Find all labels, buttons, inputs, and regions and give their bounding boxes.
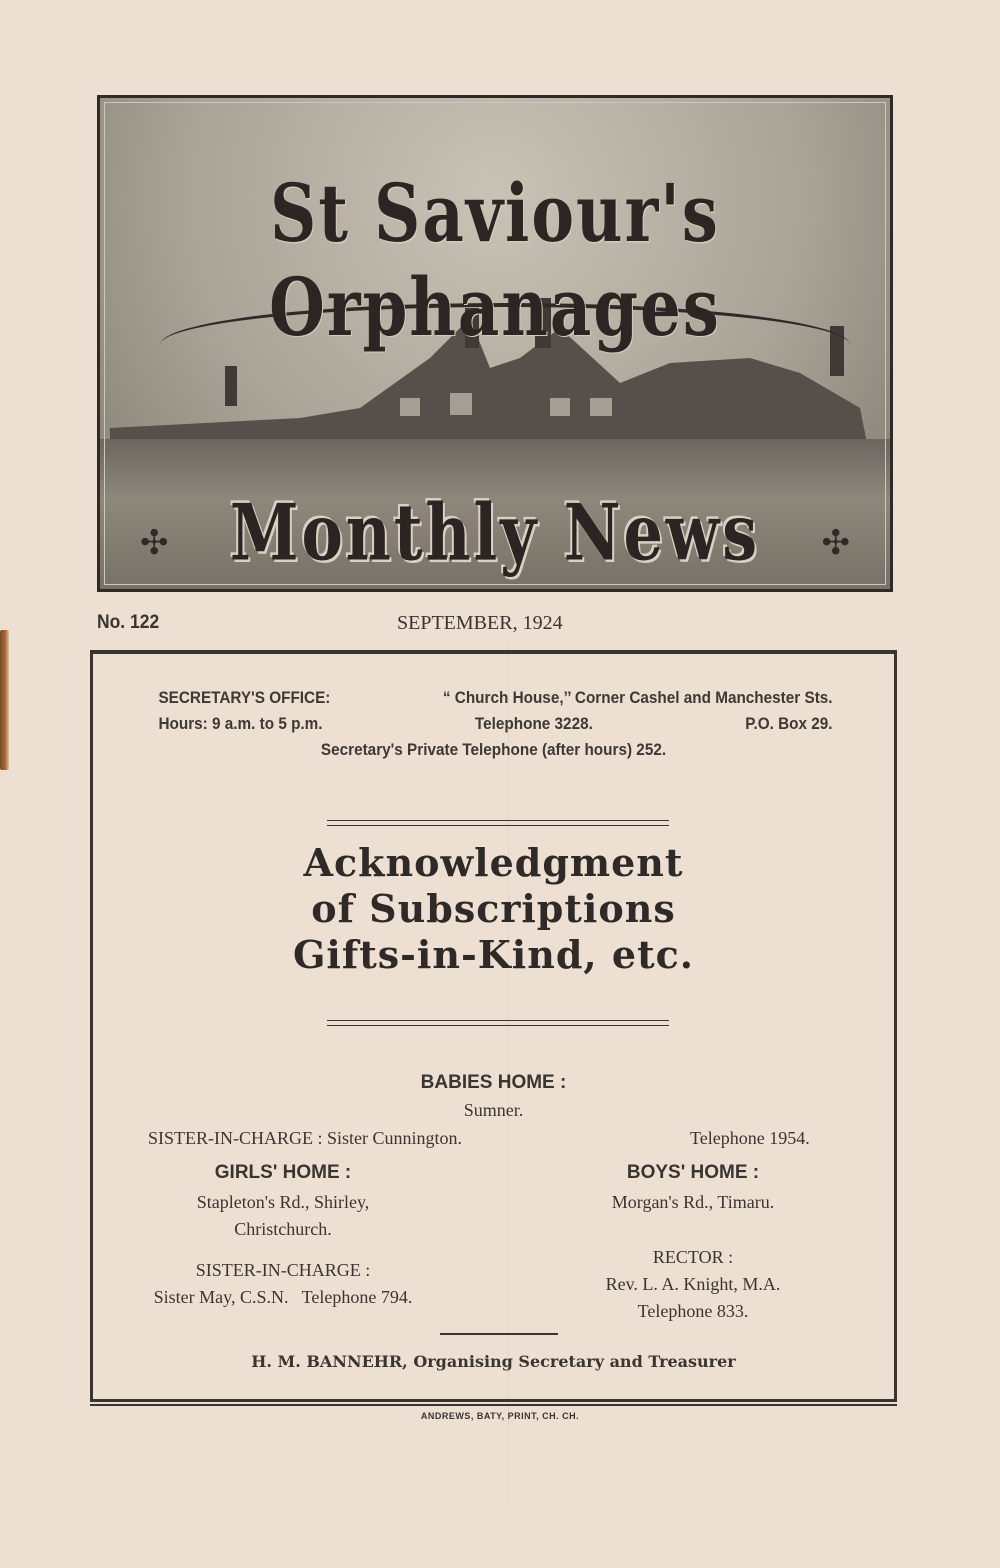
paper-edge-stain bbox=[0, 630, 9, 770]
issue-date: SEPTEMBER, 1924 bbox=[397, 612, 563, 634]
heading-line-2: of Subscriptions bbox=[311, 886, 676, 931]
girls-home-address-2: Christchurch. bbox=[234, 1219, 332, 1239]
signature: H. M. BANNEHR, Organising Secretary and Treasurer bbox=[251, 1352, 736, 1371]
bottom-rule bbox=[90, 1404, 897, 1406]
babies-home-location: Sumner. bbox=[463, 1100, 524, 1120]
babies-home-telephone: Telephone 1954. bbox=[690, 1128, 810, 1148]
girls-home-block bbox=[113, 1162, 453, 1308]
office-contact-row bbox=[158, 714, 832, 734]
fleur-icon: ✣ bbox=[140, 525, 169, 562]
office-address bbox=[158, 688, 832, 708]
sister-name: Sister Cunnington. bbox=[327, 1128, 463, 1148]
boys-home-title: BOYS' HOME : bbox=[626, 1162, 760, 1183]
information-box bbox=[90, 650, 897, 1402]
girls-home-sister-line: Sister May, C.S.N. Telephone 794. bbox=[153, 1287, 413, 1307]
office-address-value: “ Church House,’’ Corner Cashel and Manchester Sts. bbox=[442, 688, 833, 707]
masthead-subtitle: Monthly News bbox=[229, 486, 761, 579]
office-hours: Hours: 9 a.m. to 5 p.m. bbox=[158, 714, 323, 733]
sister-label: SISTER-IN-CHARGE : bbox=[148, 1128, 323, 1148]
office-label: SECRETARY'S OFFICE: bbox=[158, 688, 331, 707]
printer-imprint: ANDREWS, BATY, PRINT, CH. CH. bbox=[420, 1411, 580, 1421]
boys-home-block bbox=[533, 1162, 853, 1322]
double-rule bbox=[327, 1020, 669, 1026]
double-rule bbox=[327, 820, 669, 826]
heading-line-1: Acknowledgment bbox=[303, 840, 684, 885]
boys-home-address: Morgan's Rd., Timaru. bbox=[611, 1192, 775, 1212]
heading-line-3: Gifts-in-Kind, etc. bbox=[292, 932, 694, 977]
masthead-title: St Saviour's Orphanages bbox=[269, 167, 721, 355]
boys-home-telephone: Telephone 833. bbox=[637, 1301, 749, 1321]
divider-rule bbox=[440, 1333, 558, 1335]
girls-home-sister-label: SISTER-IN-CHARGE : bbox=[195, 1260, 371, 1280]
rector-name: Rev. L. A. Knight, M.A. bbox=[605, 1274, 781, 1294]
masthead-illustration bbox=[97, 95, 893, 592]
issue-number: No. 122 bbox=[97, 612, 160, 633]
girls-home-address-1: Stapleton's Rd., Shirley, bbox=[196, 1192, 370, 1212]
babies-home-title: BABIES HOME : bbox=[420, 1072, 567, 1093]
office-telephone: Telephone 3228. bbox=[474, 714, 593, 733]
fleur-icon: ✣ bbox=[821, 525, 850, 562]
rector-label: RECTOR : bbox=[652, 1247, 734, 1267]
babies-home-sister bbox=[148, 1128, 462, 1149]
private-telephone: Secretary's Private Telephone (after hours) 252. bbox=[320, 740, 667, 759]
office-po-box: P.O. Box 29. bbox=[745, 714, 833, 733]
girls-home-title: GIRLS' HOME : bbox=[214, 1162, 352, 1183]
